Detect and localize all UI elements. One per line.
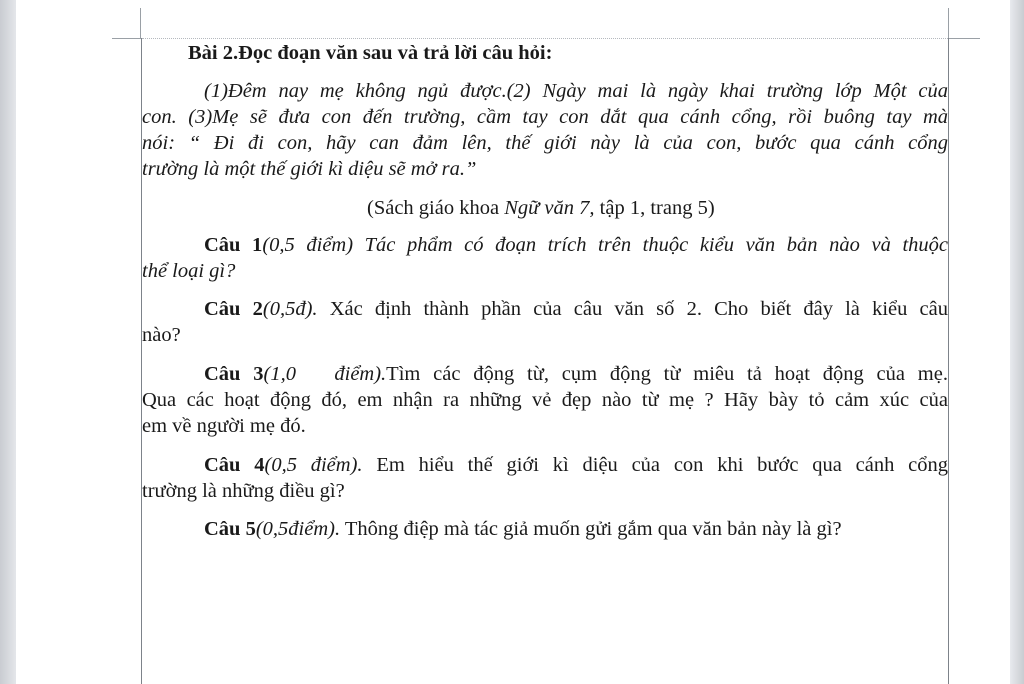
text-boundary-right bbox=[948, 38, 949, 684]
question-2 bbox=[142, 296, 948, 322]
question-points: (0,5 điểm) Tác phẩm có đoạn trích trên thuộc kiểu văn bản nào và thuộc bbox=[262, 234, 948, 256]
question-text: Em hiểu thế giới kì diệu của con khi bước qua cánh cổng bbox=[362, 454, 948, 476]
passage-line: con. (3)Mẹ sẽ đưa con đến trường, cầm tay con dắt qua cánh cổng, rồi buông tay mà bbox=[142, 106, 948, 128]
question-text: Tìm các động từ, cụm động từ miêu tả hoạt động của mẹ. bbox=[386, 363, 948, 385]
question-1-continuation: thể loại gì? bbox=[142, 260, 236, 282]
question-label: Câu 4 bbox=[204, 454, 265, 476]
question-1 bbox=[142, 232, 948, 258]
question-label: Câu 2 bbox=[204, 298, 263, 320]
question-label: Câu 3 bbox=[204, 363, 264, 385]
right-gutter bbox=[1010, 0, 1024, 684]
question-text: Thông điệp mà tác giả muốn gửi gắm qua văn bản này là gì? bbox=[340, 518, 842, 540]
passage-line: nói: “ Đi đi con, hãy can đảm lên, thế giới này là của con, bước qua cánh cổng bbox=[142, 132, 948, 154]
passage-line: (1)Đêm nay mẹ không ngủ được.(2) Ngày mai là ngày khai trường lớp Một của bbox=[204, 80, 948, 102]
question-label: Câu 1 bbox=[204, 234, 263, 256]
question-3 bbox=[142, 361, 948, 387]
question-5 bbox=[204, 516, 842, 542]
left-gutter bbox=[0, 0, 16, 684]
margin-marker bbox=[112, 38, 142, 39]
question-2-continuation: nào? bbox=[142, 324, 181, 346]
passage-line: trường là một thế giới kì diệu sẽ mở ra.” bbox=[142, 158, 477, 180]
question-label: Câu 5 bbox=[204, 518, 256, 540]
source-citation bbox=[367, 195, 715, 221]
question-4-continuation: trường là những điều gì? bbox=[142, 480, 345, 502]
question-3-continuation: em về người mẹ đó. bbox=[142, 415, 306, 437]
margin-marker bbox=[948, 38, 980, 39]
margin-marker bbox=[140, 8, 141, 38]
source-prefix: (Sách giáo khoa bbox=[367, 197, 505, 219]
source-suffix: tập 1, trang 5) bbox=[594, 197, 715, 219]
question-points: (0,5đ). bbox=[262, 298, 318, 320]
text-boundary-top bbox=[142, 38, 948, 39]
question-text: Xác định thành phần của câu văn số 2. Cho biết đây là kiểu câu bbox=[317, 298, 948, 320]
question-3-continuation: Qua các hoạt động đó, em nhận ra những vẻ đẹp nào từ mẹ ? Hãy bày tỏ cảm xúc của bbox=[142, 389, 948, 411]
question-points: (1,0 điểm). bbox=[263, 363, 387, 385]
source-book: Ngữ văn 7, bbox=[504, 197, 595, 219]
question-points: (0,5điểm). bbox=[255, 518, 341, 540]
question-points: (0,5 điểm). bbox=[264, 454, 363, 476]
question-4 bbox=[142, 452, 948, 478]
margin-marker bbox=[948, 8, 949, 38]
exercise-title: Bài 2.Đọc đoạn văn sau và trả lời câu hỏi: bbox=[188, 42, 553, 64]
